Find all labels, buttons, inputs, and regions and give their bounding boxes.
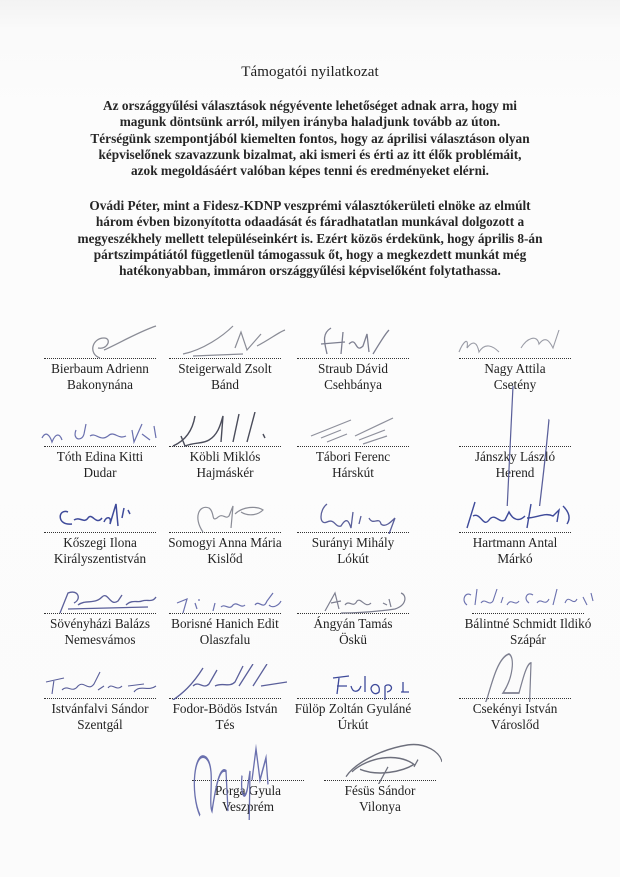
text-line: három évben bizonyította odaadását és fáradhatatlan munkával dolgozott a (95, 214, 525, 230)
signature-line (169, 532, 281, 533)
text-line: magunk döntsünk arról, milyen irányba haladjunk tovább az úton. (119, 114, 501, 130)
signature-block (163, 358, 287, 393)
signatory-town: Bánd (211, 377, 239, 392)
signatory-name: Fodor-Bödös István (172, 701, 278, 716)
signatory-town: Hárskút (332, 465, 374, 480)
signature-line (44, 613, 156, 614)
signature-line (297, 446, 409, 447)
signature-block (291, 532, 415, 567)
signature-block (453, 613, 603, 648)
signatory-town: Dudar (83, 465, 117, 480)
signatory-town: Csehbánya (324, 377, 382, 392)
signatory-name: Porga Gyula (214, 783, 282, 798)
signature-line (44, 358, 156, 359)
signature-block (453, 358, 577, 393)
signature-block (38, 532, 162, 567)
signature-block (163, 698, 287, 733)
handwritten-signature-icon (291, 579, 415, 615)
signature-line (44, 698, 156, 699)
handwritten-signature-icon (38, 579, 162, 615)
signature-line (44, 532, 156, 533)
signatory-name: Steigerwald Zsolt (178, 361, 272, 376)
handwritten-signature-icon (38, 324, 162, 360)
signatory-name: Kőszegi Ilona (63, 535, 137, 550)
signatory-name: Csekényi István (472, 701, 558, 716)
signatory-name: Fésüs Sándor (344, 783, 416, 798)
signature-line (169, 358, 281, 359)
signatory-town: Szentgál (77, 717, 123, 732)
signature-line (192, 780, 304, 781)
signature-block (163, 446, 287, 481)
handwritten-signature-icon (453, 498, 577, 534)
signature-block (318, 780, 442, 815)
signatory-name: Tábori Ferenc (315, 449, 391, 464)
signatory-town: Hajmáskér (196, 465, 254, 480)
signatory-town: Szápár (510, 632, 546, 647)
signature-block (453, 698, 577, 733)
signatory-town: Nemesvámos (64, 632, 136, 647)
signature-line (297, 698, 409, 699)
signature-block (291, 613, 415, 648)
signatory-name: Nagy Attila (484, 361, 546, 376)
signature-line (459, 446, 571, 447)
support-paragraph (40, 198, 580, 279)
signature-block (163, 532, 287, 567)
signature-block (453, 532, 577, 567)
handwritten-signature-icon (163, 324, 287, 360)
signatory-town: Lókút (337, 551, 369, 566)
signature-line (169, 613, 281, 614)
text-line: pártszimpátiától függetlenül támogassuk őt, hogy a megkezdett munkát még (93, 246, 527, 262)
handwritten-signature-icon (163, 498, 287, 534)
signatory-name: Tóth Edina Kitti (56, 449, 144, 464)
handwritten-signature-icon (291, 412, 415, 448)
signatory-name: Bierbaum Adrienn (51, 361, 149, 376)
signatory-name: Jánszky László (474, 449, 556, 464)
signature-line (459, 698, 571, 699)
text-line: azok megoldásáért valóban képes tenni és eredményeket elérni. (131, 163, 489, 179)
signatory-town: Öskü (339, 632, 367, 647)
signatory-town: Vilonya (359, 799, 401, 814)
handwritten-signature-icon (318, 740, 442, 784)
handwritten-signature-icon (163, 412, 287, 448)
handwritten-signature-icon (291, 664, 415, 700)
signatory-town: Veszprém (222, 799, 274, 814)
signatory-name: Straub Dávid (318, 361, 388, 376)
signatory-town: Márkó (497, 551, 533, 566)
signature-line (169, 698, 281, 699)
handwritten-signature-icon (291, 324, 415, 360)
handwritten-signature-icon (38, 664, 162, 700)
signature-block (38, 613, 162, 648)
handwritten-signature-icon (453, 648, 577, 702)
text-line: hatékonyabban, immáron országgyűlési képviselőként folytathassa. (119, 263, 501, 279)
signatory-town: Városlőd (490, 717, 540, 732)
signatory-name: Fülöp Zoltán Gyuláné (294, 701, 412, 716)
signatory-name: Ángyán Tamás (313, 616, 393, 631)
signatory-name: Köbli Miklós (189, 449, 261, 464)
signature-line (459, 358, 571, 359)
signature-block (38, 698, 162, 733)
handwritten-signature-icon (38, 412, 162, 448)
signatory-town: Kislőd (207, 551, 243, 566)
signature-block (291, 698, 415, 733)
text-line: képviselőnek szavazzunk bizalmat, aki ismeri és érti az itt élők problémáit, (98, 146, 522, 162)
signature-line (297, 532, 409, 533)
signature-block (453, 446, 577, 481)
handwritten-signature-icon (163, 579, 287, 615)
signature-line (459, 532, 571, 533)
signatory-name: Bálintné Schmidt Ildikó (464, 616, 592, 631)
signatory-name: Somogyi Anna Mária (168, 535, 282, 550)
signature-line (472, 613, 584, 614)
signatory-name: Istvánfalvi Sándor (51, 701, 149, 716)
intro-paragraph (40, 98, 580, 179)
handwritten-signature-icon (453, 324, 577, 360)
signatory-town: Bakonynána (67, 377, 133, 392)
text-line: Ovádi Péter, mint a Fidesz-KDNP veszprémi választókerületi elnöke az elmúlt (89, 198, 531, 213)
signatory-name: Surányi Mihály (311, 535, 395, 550)
document-title: Támogatói nyilatkozat (241, 64, 379, 80)
signature-line (44, 446, 156, 447)
text-line: megyeszékhely mellett településeinkért is. Ezért közös érdekünk, hogy április 8-án (77, 230, 543, 246)
signatory-town: Csetény (493, 377, 537, 392)
signature-line (297, 358, 409, 359)
signature-line (297, 613, 409, 614)
signature-line (324, 780, 436, 781)
signature-block (163, 613, 287, 648)
signatory-name: Hartmann Antal (472, 535, 558, 550)
signature-block (38, 358, 162, 393)
handwritten-signature-icon (163, 664, 287, 700)
signature-block (291, 358, 415, 393)
signatory-name: Sövényházi Balázs (50, 616, 150, 631)
signatory-town: Úrkút (337, 717, 369, 732)
signatory-town: Királyszentistván (53, 551, 147, 566)
handwritten-signature-icon (38, 498, 162, 534)
signature-line (169, 446, 281, 447)
signatory-name: Borisné Hanich Edit (171, 616, 279, 631)
handwritten-signature-icon (291, 498, 415, 534)
signature-block (186, 780, 310, 815)
text-line: Az országgyűlési választások négyévente lehetőséget adnak arra, hogy mi (102, 98, 517, 113)
signatory-town: Tés (215, 717, 235, 732)
signatory-town: Olaszfalu (199, 632, 251, 647)
signature-block (38, 446, 162, 481)
text-line: Térségünk szempontjából kiemelten fontos, hogy az áprilisi választáson olyan (90, 130, 530, 146)
signature-block (291, 446, 415, 481)
signatory-town: Herend (495, 465, 535, 480)
handwritten-signature-icon (453, 579, 603, 615)
